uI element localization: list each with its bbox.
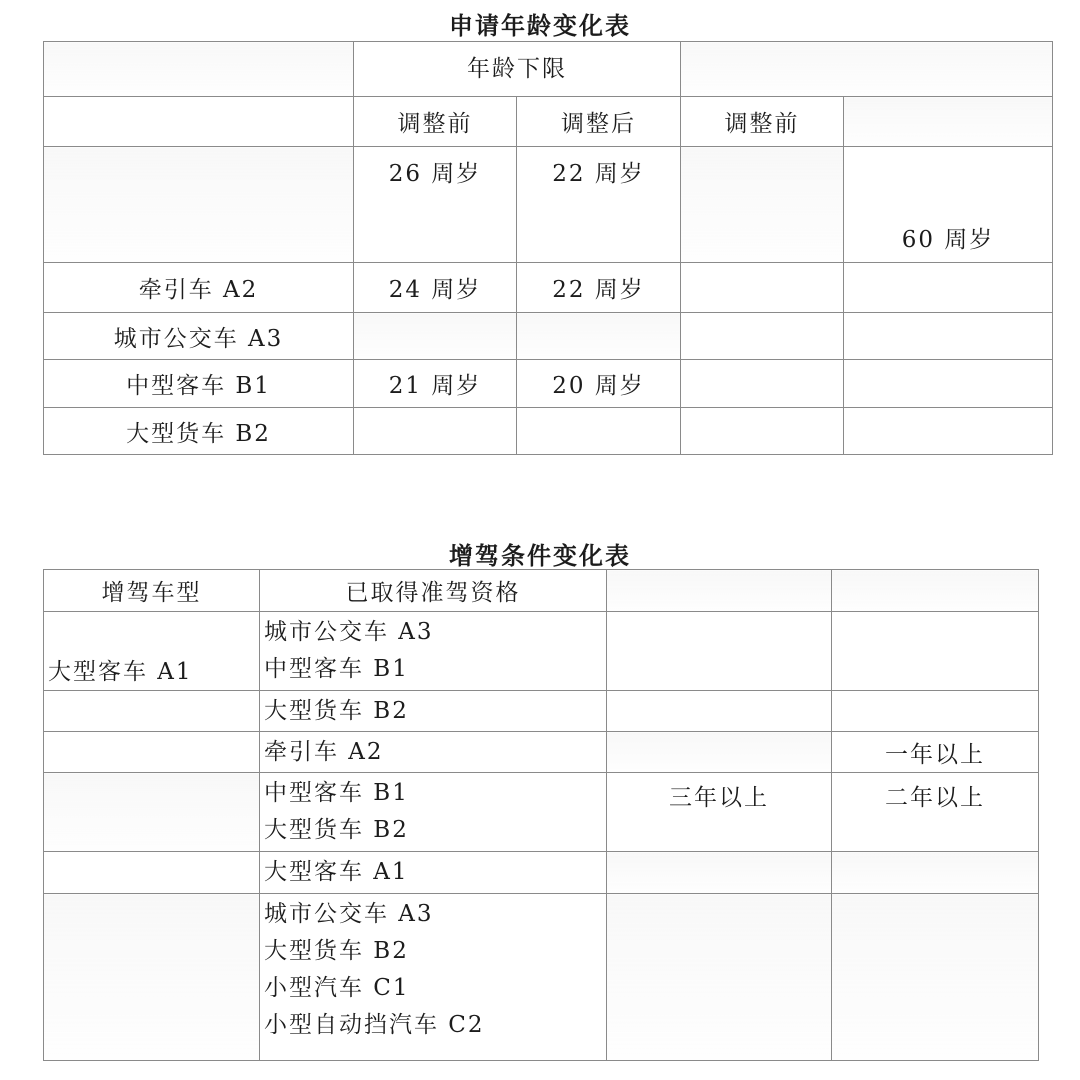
row1-before: 26 周岁 (354, 147, 517, 263)
row2-after: 22 周岁 (517, 263, 681, 313)
upgrade-row5-qual (260, 852, 607, 894)
upgrade-row5-blank (607, 852, 832, 894)
row5-blank-cell (681, 408, 844, 455)
upgrade-row6-qual (260, 894, 607, 1061)
qual-item: 大型货车 B2 (264, 938, 409, 964)
header-blank-cell (607, 570, 832, 612)
upgrade-row4-type-blank (44, 773, 260, 852)
upgrade-row3-after: 一年以上 (832, 732, 1039, 773)
table2-title: 增驾条件变化表 (449, 542, 631, 570)
subheader-blank-cell (44, 97, 354, 147)
upgrade-row6-type-blank (44, 894, 260, 1061)
upgrade-row1-blank (832, 612, 1039, 691)
upgrade-row3-qual (260, 732, 607, 773)
qual-item: 城市公交车 A3 (264, 901, 434, 927)
row4-blank-cell (844, 360, 1053, 408)
row1-blank-cell (681, 147, 844, 263)
age-change-table (43, 41, 1053, 455)
subheader-blank-cell (844, 97, 1053, 147)
row3-blank-cell (517, 313, 681, 360)
row2-blank-cell (681, 263, 844, 313)
upgrade-row2-blank (832, 691, 1039, 732)
qual-item: 牵引车 A2 (264, 738, 384, 765)
row2-blank-cell (844, 263, 1053, 313)
qual-item: 中型客车 B1 (264, 656, 409, 682)
qual-item: 大型货车 B2 (264, 817, 409, 843)
subheader-before: 调整前 (354, 97, 517, 147)
qual-item: 小型汽车 C1 (264, 975, 410, 1001)
qual-item: 小型自动挡汽车 C2 (264, 1012, 485, 1038)
row3-type: 城市公交车 A3 (44, 313, 354, 360)
upgrade-row2-qual (260, 691, 607, 732)
subheader-after: 调整后 (517, 97, 681, 147)
row4-before: 21 周岁 (354, 360, 517, 408)
row5-blank-cell (517, 408, 681, 455)
upgrade-row3-blank (607, 732, 832, 773)
row4-blank-cell (681, 360, 844, 408)
header-blank-cell (832, 570, 1039, 612)
upgrade-row4-qual (260, 773, 607, 852)
header-upgrade-type: 增驾车型 (44, 570, 260, 612)
row4-type: 中型客车 B1 (44, 360, 354, 408)
upgrade-row1-type: 大型客车 A1 (44, 612, 260, 691)
qual-item: 大型客车 A1 (264, 859, 409, 885)
upgrade-row1-blank (607, 612, 832, 691)
upgrade-row6-blank (832, 894, 1039, 1061)
header-blank-cell (44, 42, 354, 97)
row2-type: 牵引车 A2 (44, 263, 354, 313)
upgrade-row6-blank (607, 894, 832, 1061)
row5-type: 大型货车 B2 (44, 408, 354, 455)
upgrade-row5-type-blank (44, 852, 260, 894)
table1-title: 申请年龄变化表 (449, 12, 631, 40)
header-blank-cell (681, 42, 1053, 97)
qual-item: 城市公交车 A3 (264, 619, 434, 645)
row5-blank-cell (354, 408, 517, 455)
row3-blank-cell (354, 313, 517, 360)
subheader-before-2: 调整前 (681, 97, 844, 147)
row1-max-age: 60 周岁 (844, 147, 1053, 263)
upgrade-conditions-table (43, 569, 1039, 1061)
upgrade-row5-blank (832, 852, 1039, 894)
row1-after: 22 周岁 (517, 147, 681, 263)
upgrade-row3-type-blank (44, 732, 260, 773)
row5-blank-cell (844, 408, 1053, 455)
upgrade-row1-qual (260, 612, 607, 691)
header-qualification: 已取得准驾资格 (260, 570, 607, 612)
qual-item: 大型货车 B2 (264, 697, 409, 724)
row3-blank-cell (681, 313, 844, 360)
row2-before: 24 周岁 (354, 263, 517, 313)
header-age-lower: 年龄下限 (354, 42, 681, 97)
upgrade-row2-blank (607, 691, 832, 732)
qual-item: 中型客车 B1 (264, 780, 409, 806)
row4-after: 20 周岁 (517, 360, 681, 408)
upgrade-row4-before: 三年以上 (607, 773, 832, 852)
row1-type-cell (44, 147, 354, 263)
row3-blank-cell (844, 313, 1053, 360)
upgrade-row2-type-blank (44, 691, 260, 732)
upgrade-row4-after: 二年以上 (832, 773, 1039, 852)
